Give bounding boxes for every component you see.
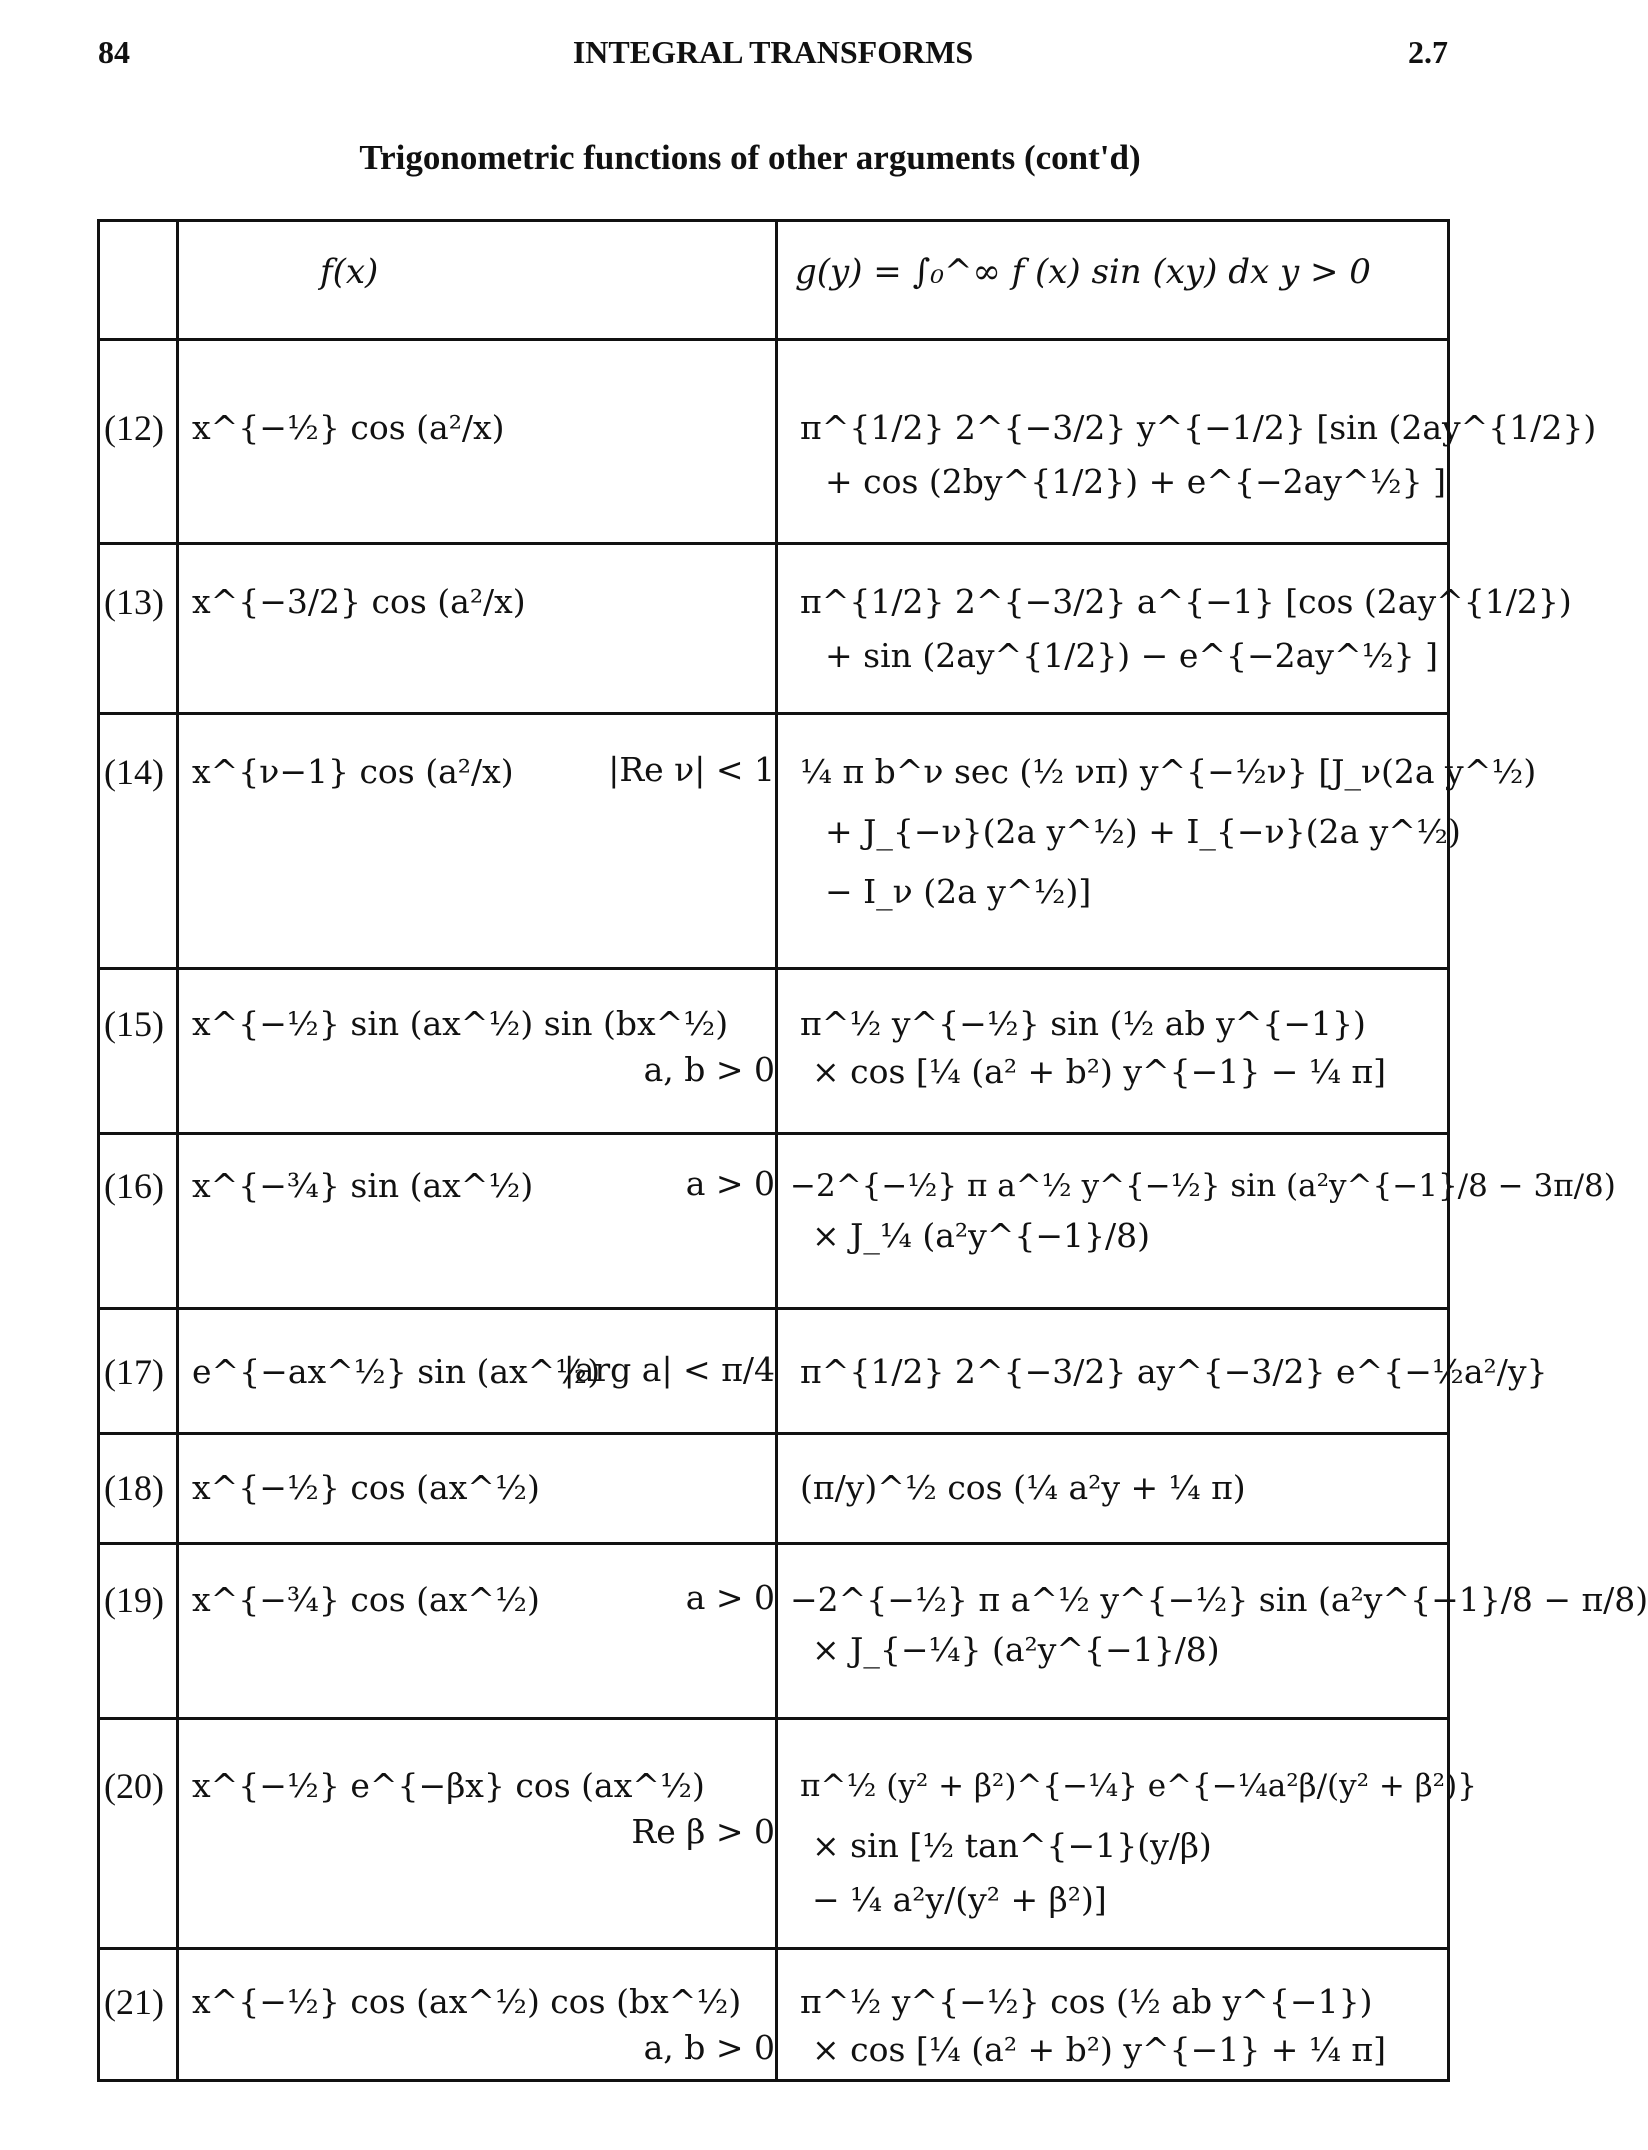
function-f: x^{ν−1} cos (a²/x) <box>192 752 514 791</box>
transform-g-line: × J_{−¼} (a²y^{−1}/8) <box>812 1630 1220 1669</box>
row-number: (13) <box>104 582 164 622</box>
page-header <box>98 34 1448 74</box>
row-number: (16) <box>104 1166 164 1206</box>
row-divider <box>100 967 1447 970</box>
condition: a, b > 0 <box>643 2028 775 2067</box>
row-number: (15) <box>104 1004 164 1044</box>
row-divider <box>100 1132 1447 1135</box>
function-f: x^{−½} e^{−βx} cos (ax^½) <box>192 1766 705 1805</box>
row-divider <box>100 1947 1447 1950</box>
row-number: (14) <box>104 752 164 792</box>
column-header-g: g(y) = ∫₀^∞ f (x) sin (xy) dx y > 0 <box>795 252 1371 292</box>
transform-g-line: −2^{−½} π a^½ y^{−½} sin (a²y^{−1}/8 − π/8) <box>790 1580 1648 1619</box>
section-number: 2.7 <box>1408 34 1448 70</box>
row-number: (19) <box>104 1580 164 1620</box>
transform-g-line: × cos [¼ (a² + b²) y^{−1} + ¼ π] <box>812 2030 1386 2069</box>
row-divider <box>100 1717 1447 1720</box>
transform-g-line: π^{1/2} 2^{−3/2} a^{−1} [cos (2ay^{1/2}) <box>800 582 1572 621</box>
column-divider-f <box>775 222 778 2079</box>
condition: |Re ν| < 1 <box>608 750 775 789</box>
row-divider <box>100 338 1447 341</box>
transform-g-line: (π/y)^½ cos (¼ a²y + ¼ π) <box>800 1468 1246 1507</box>
function-f: x^{−¾} cos (ax^½) <box>192 1580 540 1619</box>
condition: |arg a| < π/4 <box>563 1350 775 1389</box>
transform-g-line: − ¼ a²y/(y² + β²)] <box>812 1880 1107 1919</box>
transform-g-line: × cos [¼ (a² + b²) y^{−1} − ¼ π] <box>812 1052 1386 1091</box>
row-number: (21) <box>104 1982 164 2022</box>
row-divider <box>100 1432 1447 1435</box>
transform-g-line: π^½ y^{−½} sin (½ ab y^{−1}) <box>800 1004 1366 1043</box>
condition: a > 0 <box>685 1578 775 1617</box>
transform-g-line: − I_ν (2a y^½)] <box>825 872 1092 911</box>
transform-g-line: + J_{−ν}(2a y^½) + I_{−ν}(2a y^½) <box>825 812 1461 851</box>
transform-g-line: π^{1/2} 2^{−3/2} ay^{−3/2} e^{−½a²/y} <box>800 1352 1548 1391</box>
row-divider <box>100 712 1447 715</box>
row-number: (12) <box>104 408 164 448</box>
row-number: (18) <box>104 1468 164 1508</box>
transform-table <box>97 219 1648 2082</box>
transform-g-line: × sin [½ tan^{−1}(y/β) <box>812 1826 1212 1865</box>
function-f: x^{−¾} sin (ax^½) <box>192 1166 534 1205</box>
page-number: 84 <box>98 34 130 70</box>
function-f: x^{−3/2} cos (a²/x) <box>192 582 526 621</box>
function-f: x^{−½} cos (a²/x) <box>192 408 505 447</box>
condition: a > 0 <box>685 1164 775 1203</box>
transform-g-line: π^½ (y² + β²)^{−¼} e^{−¼a²β/(y² + β²)} <box>800 1768 1477 1804</box>
transform-g-line: × J_¼ (a²y^{−1}/8) <box>812 1216 1151 1255</box>
row-divider <box>100 1307 1447 1310</box>
transform-g-line: −2^{−½} π a^½ y^{−½} sin (a²y^{−1}/8 − 3π/8) <box>790 1168 1616 1204</box>
transform-g-line: + sin (2ay^{1/2}) − e^{−2ay^½} ] <box>825 636 1438 675</box>
row-divider <box>100 1542 1447 1545</box>
section-title: Trigonometric functions of other arguments (cont'd) <box>359 138 1141 177</box>
function-f: e^{−ax^½} sin (ax^½) <box>192 1352 601 1391</box>
row-divider <box>100 542 1447 545</box>
function-f: x^{−½} sin (ax^½) sin (bx^½) <box>192 1004 729 1043</box>
condition: Re β > 0 <box>631 1812 775 1851</box>
transform-g-line: + cos (2by^{1/2}) + e^{−2ay^½} ] <box>825 462 1446 501</box>
transform-g-line: π^½ y^{−½} cos (½ ab y^{−1}) <box>800 1982 1373 2021</box>
condition: a, b > 0 <box>643 1050 775 1089</box>
function-f: x^{−½} cos (ax^½) cos (bx^½) <box>192 1982 742 2021</box>
transform-g-line: π^{1/2} 2^{−3/2} y^{−1/2} [sin (2ay^{1/2}) <box>800 408 1597 447</box>
transform-g-line: ¼ π b^ν sec (½ νπ) y^{−½ν} [J_ν(2a y^½) <box>800 752 1537 791</box>
row-number: (17) <box>104 1352 164 1392</box>
column-divider-number <box>176 222 179 2079</box>
function-f: x^{−½} cos (ax^½) <box>192 1468 540 1507</box>
column-header-f: f(x) <box>320 252 379 292</box>
row-number: (20) <box>104 1766 164 1806</box>
chapter-title: INTEGRAL TRANSFORMS <box>572 34 974 70</box>
